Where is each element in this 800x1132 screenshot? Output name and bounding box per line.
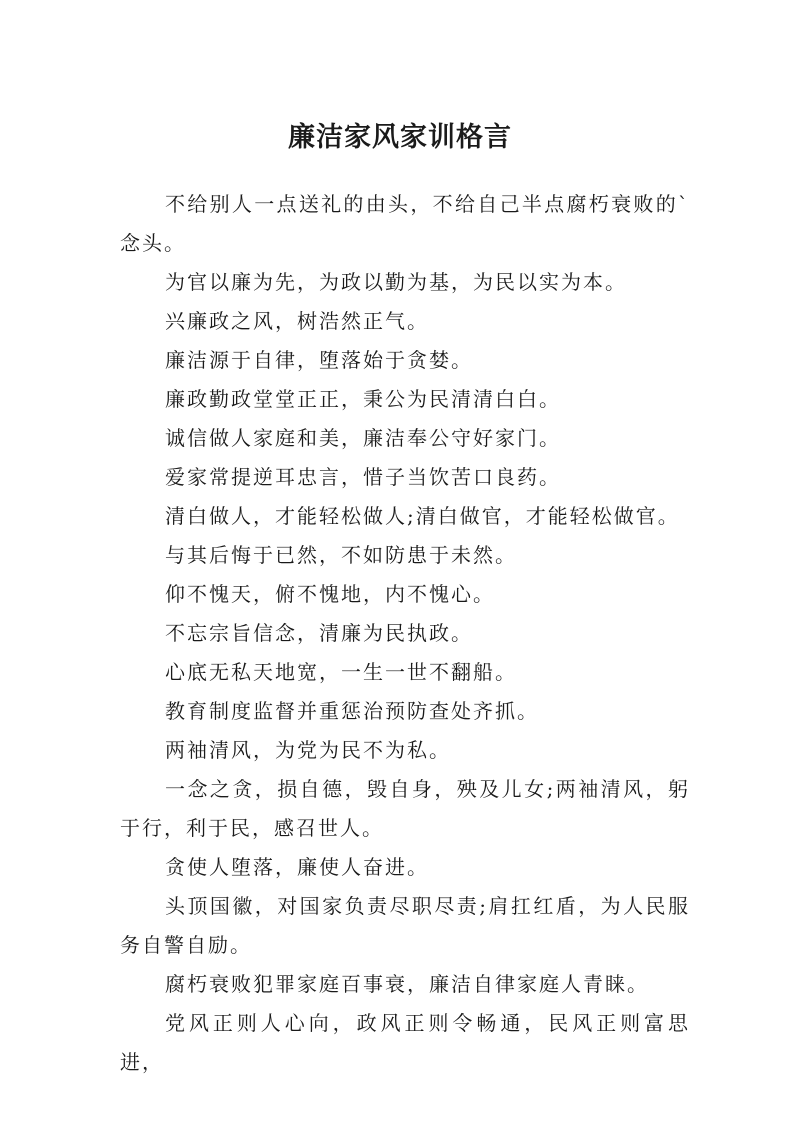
paragraph: 两袖清风，为党为民不为私。 [165,738,451,762]
paragraph: 与其后悔于已然，不如防患于未然。 [165,543,517,567]
paragraph: 清白做人，才能轻松做人;清白做官，才能轻松做官。 [165,504,680,528]
paragraph: 廉政勤政堂堂正正，秉公为民清清白白。 [165,387,561,411]
paragraph: 兴廉政之风，树浩然正气。 [165,309,429,333]
paragraph: 诚信做人家庭和美，廉洁奉公守好家门。 [165,426,561,450]
paragraph: 爱家常提逆耳忠言，惜子当饮苦口良药。 [165,465,561,489]
paragraph: 党风正则人心向，政风正则令畅通，民风正则富思进， [120,1011,690,1074]
paragraph: 一念之贪，损自德，毁自身，殃及儿女;两袖清风，躬于行，利于民，感召世人。 [120,777,690,840]
document-title: 廉洁家风家训格言 [288,122,512,154]
paragraph: 心底无私天地宽，一生一世不翻船。 [165,660,517,684]
paragraph: 为官以廉为先，为政以勤为基，为民以实为本。 [165,270,627,294]
paragraph: 教育制度监督并重惩治预防查处齐抓。 [165,699,539,723]
paragraph: 廉洁源于自律，堕落始于贪婪。 [165,348,473,372]
paragraph: 头顶国徽，对国家负责尽职尽责;肩扛红盾，为人民服务自警自励。 [120,894,690,957]
paragraph: 腐朽衰败犯罪家庭百事衰，廉洁自律家庭人青睐。 [165,972,649,996]
paragraph: 贪使人堕落，廉使人奋进。 [165,855,429,879]
document-body [120,185,690,1082]
paragraph: 不忘宗旨信念，清廉为民执政。 [165,621,473,645]
paragraph: 仰不愧天，俯不愧地，内不愧心。 [165,582,495,606]
paragraph: 不给别人一点送礼的由头，不给自己半点腐朽衰败的`念头。 [120,192,690,255]
